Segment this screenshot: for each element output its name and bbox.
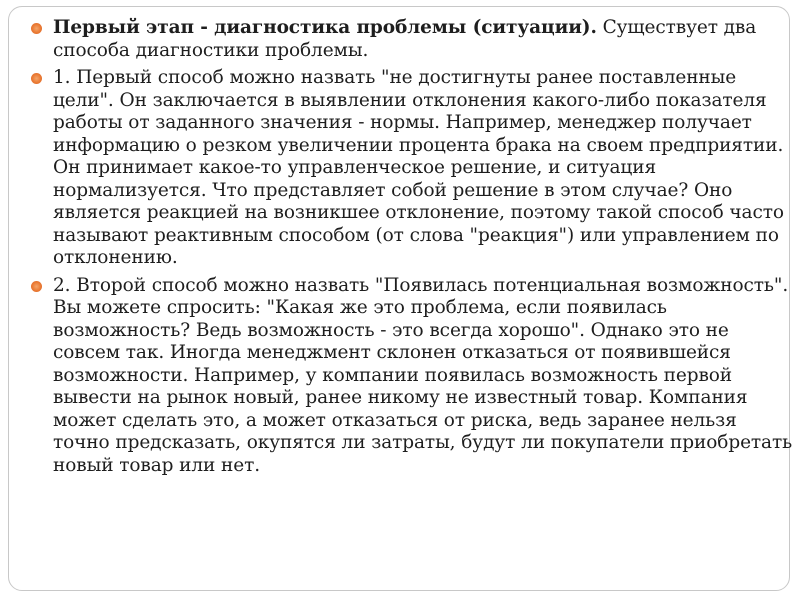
bullet-icon [31, 281, 42, 292]
paragraph-stage-one [27, 17, 797, 62]
bullet-icon [31, 73, 42, 84]
slide-frame [8, 6, 793, 591]
bullet-icon [31, 23, 42, 34]
paragraph-method-one [27, 67, 797, 270]
stage-intro-text: Существует два способа диагностики проблемы. [53, 17, 757, 61]
method-one-text: 1. Первый способ можно назвать "не достигнуты ранее поставленные цели". Он заключается в выявлении отклонения какого-либо показателя работы от заданного значения - нормы. Например, менеджер получает информацию о резком увеличении процента брака на своем предприятии. Он принимает какое-то управленческое решение, и ситуация нормализуется. Что представляет собой решение в этом случае? Оно является реакцией на возникшее отклонение, поэтому такой способ часто называют реактивным способом (от слова "реакция") или управлением по отклонению. [53, 67, 784, 268]
method-two-text: 2. Второй способ можно назвать "Появилась потенциальная возможность". Вы можете спросить: "Какая же это проблема, если появилась возможность? Ведь возможность - это всегда хорошо". Однако это не совсем так. Иногда менеджмент склонен отказаться от появившейся возможности. Например, у компании появилась возможность первой вывести на рынок новый, ранее никому не известный товар. Компания может сделать это, а может отказаться от риска, ведь заранее нельзя точно предсказать, окупятся ли затраты, будут ли покупатели приобретать новый товар или нет. [53, 274, 793, 476]
slide-content [27, 17, 797, 482]
stage-title: Первый этап - диагностика проблемы (ситуации). [53, 17, 597, 38]
paragraph-method-two [27, 275, 797, 478]
